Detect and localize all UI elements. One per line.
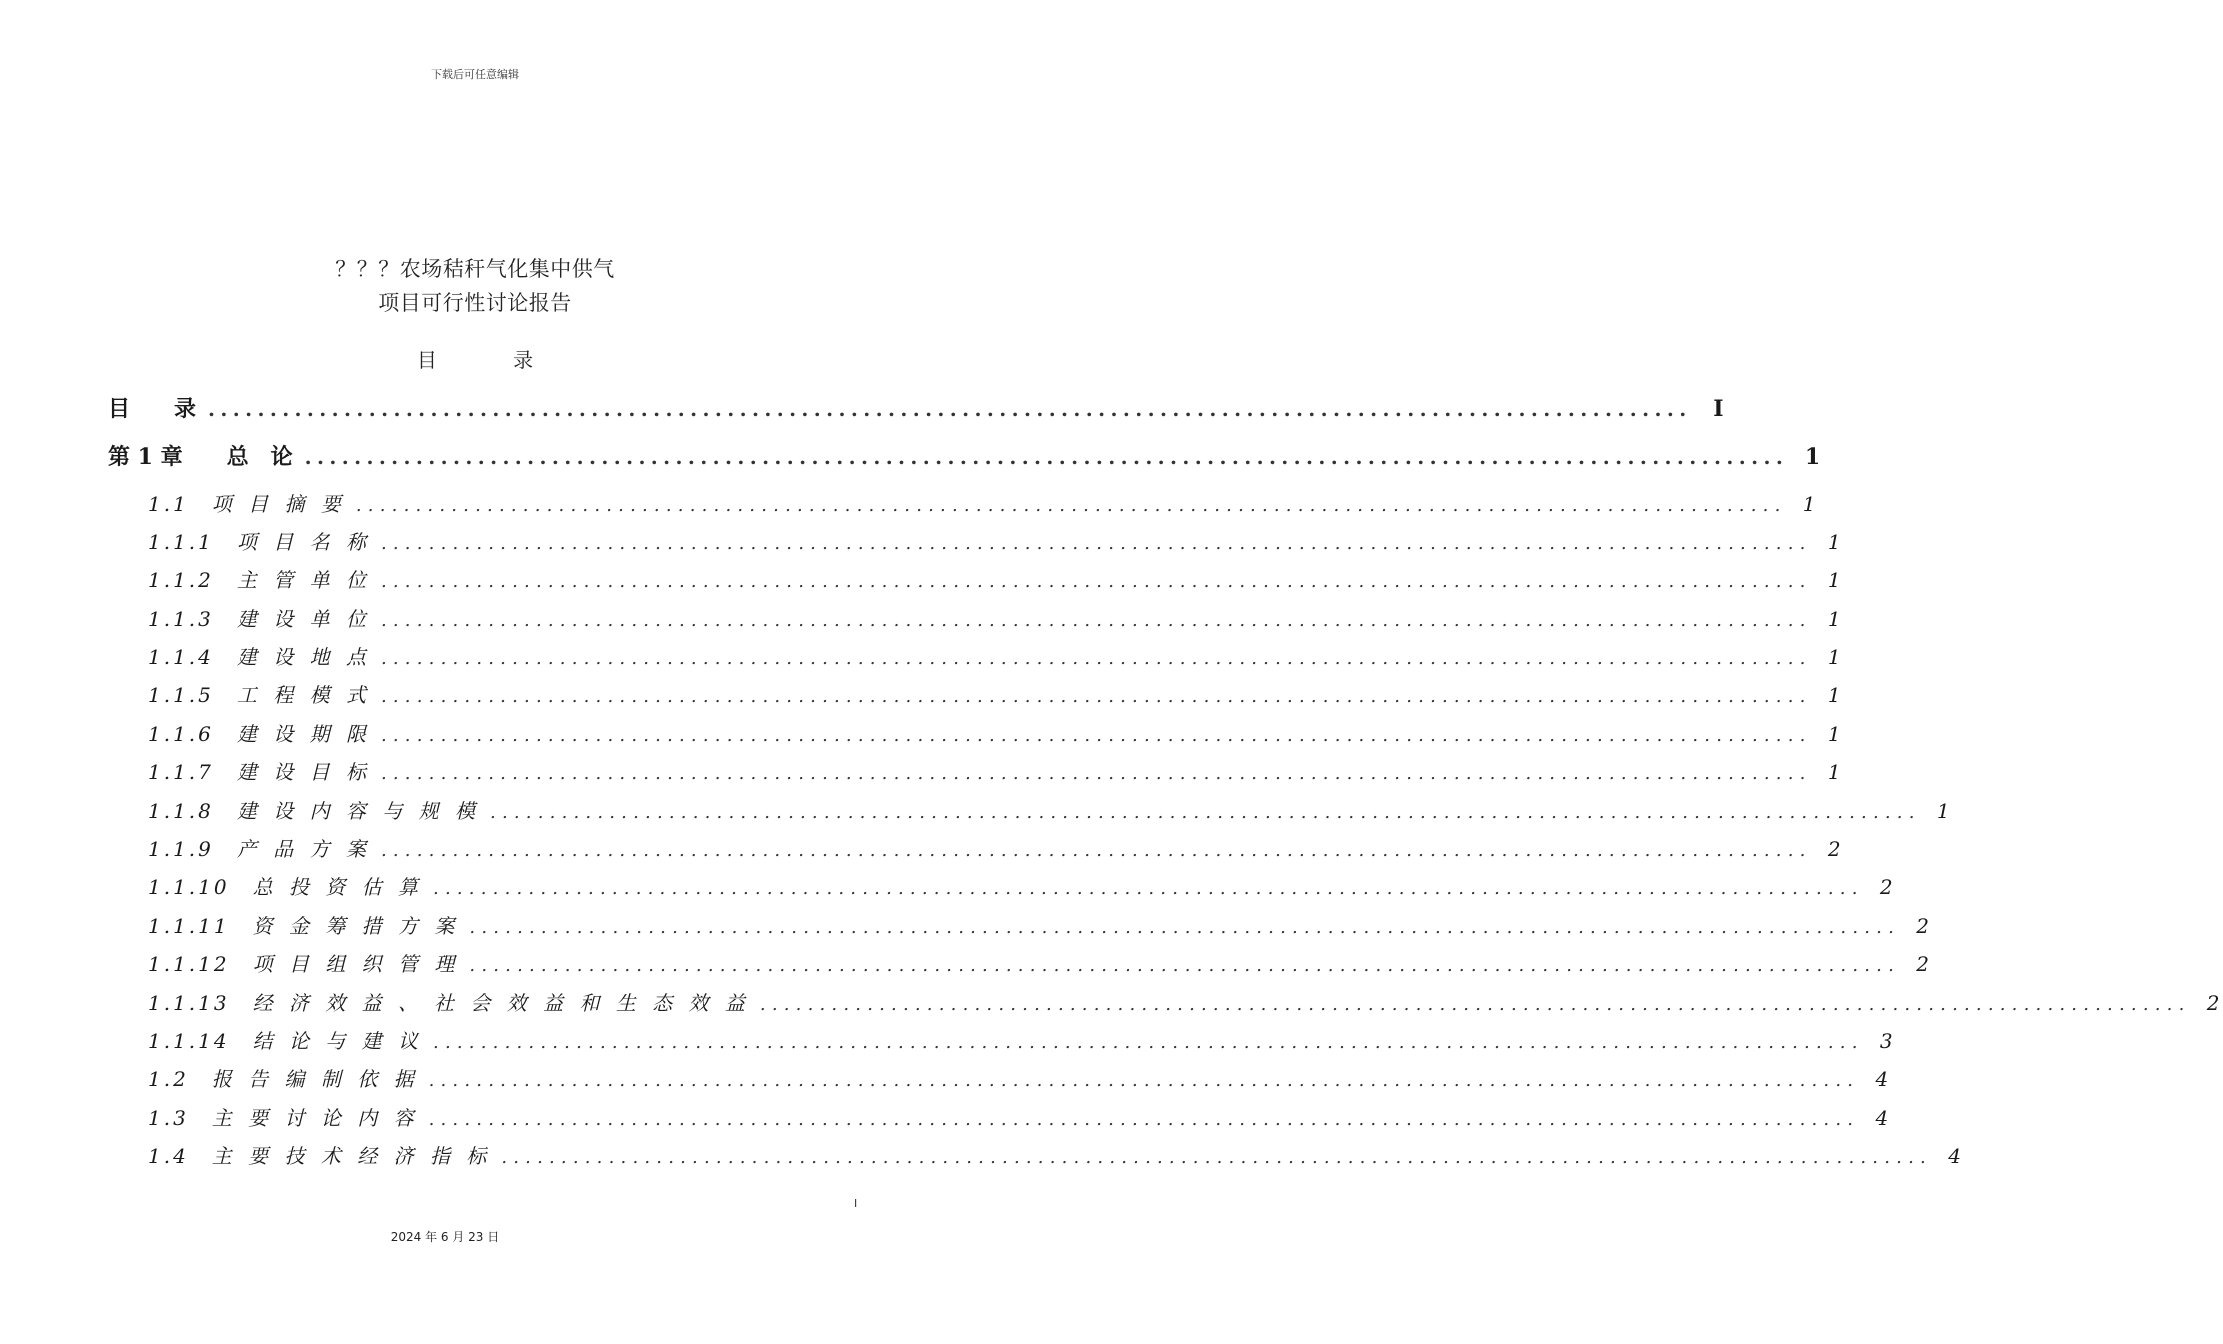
toc-entry-page: 1 [1827,568,1844,592]
toc-entry-page: 4 [1875,1067,1892,1091]
toc-leader-dots: ........................................................................................................................ [380,571,1812,592]
toc-entry[interactable] [148,488,1819,518]
toc-leader-dots: ........................................................................................................................ [380,648,1812,669]
footer-date: 2024 年 6 月 23 日 [390,1230,500,1244]
toc-entry[interactable] [148,1140,1964,1170]
toc-entry[interactable] [148,718,1844,748]
toc-entry[interactable] [148,833,1844,863]
toc-leader-dots: ........................................................................................................................ [490,802,1921,823]
toc-leader-dots: ........................................................................................................................ [759,994,2191,1015]
toc-entry-page: 4 [1948,1144,1964,1168]
toc-leader-dots: ........................................................................................................................ [380,686,1812,707]
toc-entry-page: 2 [1916,914,1933,938]
toc-entry-label: 1.1.10 总 投 资 估 算 [148,875,422,899]
toc-leader-dots: ........................................................................................................................ [208,397,1692,421]
toc-heading: 目 录 [416,348,534,372]
toc-entry[interactable] [148,526,1844,556]
header-note: 下载后可任意编辑 [431,68,519,81]
toc-entry-page: 1 [1827,760,1844,784]
toc-entry-page: 2 [1827,837,1844,861]
toc-entry[interactable] [148,603,1844,633]
toc-entry-label: 1.1.11 资 金 筹 措 方 案 [148,914,458,938]
toc-leader-dots: ........................................................................................................................ [304,445,1789,469]
toc-entry-label: 1.1.6 建 设 期 限 [148,722,369,746]
toc-entry-page: 1 [1804,444,1821,470]
toc-leader-dots: ........................................................................................................................ [469,917,1901,938]
toc-entry-label: 1.1.12 项 目 组 织 管 理 [148,952,458,976]
toc-leader-dots: ........................................................................................................................ [380,725,1812,746]
toc-entry-label: 1.2 报 告 编 制 依 据 [148,1067,417,1091]
toc-entry-page: 1 [1802,492,1819,516]
toc-entry-page: I [1713,396,1724,422]
toc-entry-page: 2 [1879,875,1896,899]
toc-entry[interactable] [148,1063,1892,1093]
toc-entry[interactable] [148,641,1844,671]
toc-entry[interactable] [148,871,1896,901]
toc-entry-label: 1.1.7 建 设 目 标 [148,760,369,784]
toc-entry[interactable] [148,756,1844,786]
toc-entry[interactable] [148,948,1933,978]
toc-entry-page: 1 [1827,722,1844,746]
toc-entry-label: 1.1.13 经 济 效 益 、 社 会 效 益 和 生 态 效 益 [148,991,748,1015]
toc-leader-dots: ........................................................................................................................ [433,1032,1864,1053]
toc-entry-label: 1.1.4 建 设 地 点 [148,645,369,669]
toc-leader-dots: ........................................................................................................................ [355,495,1787,516]
toc-entry-page: 1 [1936,799,1953,823]
toc-entry-label: 1.4 主 要 技 术 经 济 指 标 [148,1144,490,1168]
report-title-line-2: 项目可行性讨论报告 [378,291,572,315]
toc-entry-page: 1 [1827,645,1844,669]
toc-entry-page: 3 [1879,1029,1896,1053]
toc-entry[interactable] [148,1102,1892,1132]
toc-entry-label: 1.1.2 主 管 单 位 [148,568,369,592]
toc-entry-page: 2 [2206,991,2223,1015]
toc-leader-dots: ........................................................................................................................ [501,1147,1932,1168]
toc-entry-label: 1.1.8 建 设 内 容 与 规 模 [148,799,479,823]
toc-entry-label: 目 录 [108,396,197,422]
toc-entry-label: 1.1.3 建 设 单 位 [148,607,369,631]
toc-leader-dots: ........................................................................................................................ [469,955,1901,976]
toc-entry-label: 1.1.1 项 目 名 称 [148,530,369,554]
toc-entry[interactable] [148,564,1844,594]
toc-entry-page: 2 [1916,952,1933,976]
toc-leader-dots: ........................................................................................................................ [380,533,1812,554]
toc-entry[interactable] [148,795,1953,825]
toc-entry-label: 1.1.5 工 程 模 式 [148,683,369,707]
toc-entry-page: 1 [1827,683,1844,707]
toc-entry-label: 1.1 项 目 摘 要 [148,492,344,516]
toc-entry[interactable] [148,987,2223,1017]
page-number-mark: I [854,1197,858,1210]
toc-entry[interactable] [148,1025,1896,1055]
toc-leader-dots: ........................................................................................................................ [380,610,1812,631]
toc-leader-dots: ........................................................................................................................ [433,878,1864,899]
toc-leader-dots: ........................................................................................................................ [428,1109,1860,1130]
toc-entry-page: 1 [1827,530,1844,554]
toc-entry[interactable] [148,910,1933,940]
toc-leader-dots: ........................................................................................................................ [428,1070,1860,1091]
toc-entry-label: 1.3 主 要 讨 论 内 容 [148,1106,417,1130]
report-title-line-1: ？？？农场秸秆气化集中供气 [335,257,615,281]
toc-leader-dots: ........................................................................................................................ [380,763,1812,784]
toc-entry-label: 第 1 章 总 论 [108,444,293,470]
toc-leader-dots: ........................................................................................................................ [380,840,1812,861]
toc-entry-label: 1.1.14 结 论 与 建 议 [148,1029,422,1053]
toc-entry-label: 1.1.9 产 品 方 案 [148,837,369,861]
toc-entry[interactable] [148,679,1844,709]
toc-entry[interactable] [108,392,1724,422]
toc-entry[interactable] [108,440,1821,470]
toc-entry-page: 4 [1875,1106,1892,1130]
toc-entry-page: 1 [1827,607,1844,631]
